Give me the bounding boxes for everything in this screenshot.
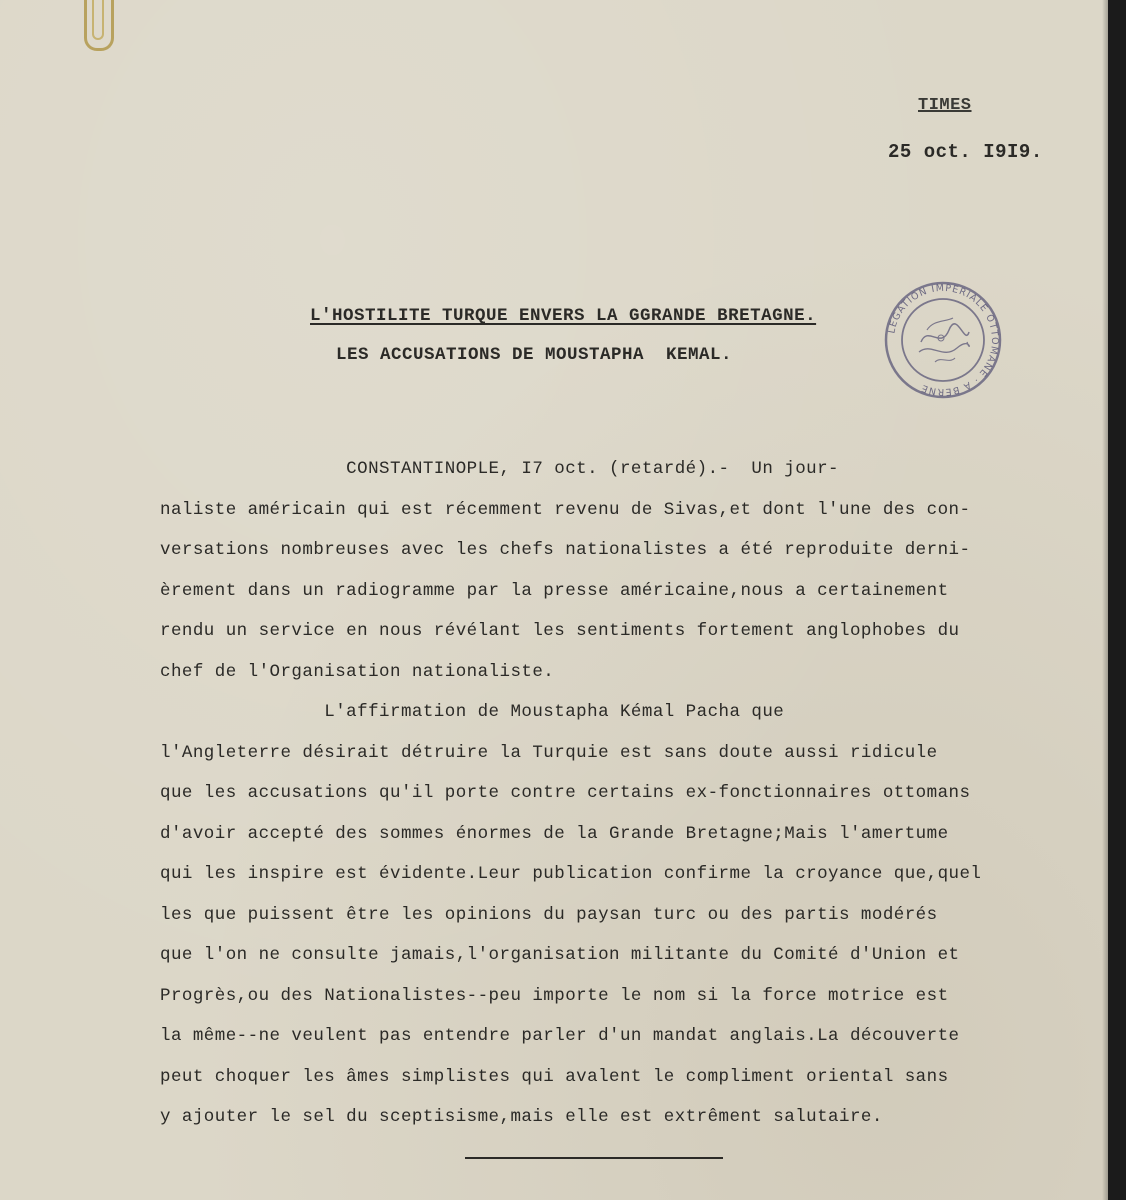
paper-clip: [84, 0, 114, 51]
text-line: peut choquer les âmes simplistes qui avalent le compliment oriental sans: [160, 1066, 949, 1087]
article-subtitle: LES ACCUSATIONS DE MOUSTAPHA KEMAL.: [336, 345, 733, 365]
text-line: que les accusations qu'il porte contre certains ex-fonctionnaires ottomans: [160, 783, 971, 803]
text-line: y ajouter le sel du sceptisisme,mais elle est extrêment salutaire.: [160, 1107, 883, 1127]
text-line: que l'on ne consulte jamais,l'organisation militante du Comité d'Union et: [160, 945, 960, 965]
text-line: L'affirmation de Moustapha Kémal Pacha que: [160, 702, 785, 722]
paragraph-1: [160, 454, 1072, 697]
closing-rule: [465, 1157, 723, 1159]
text-line: Progrès,ou des Nationalistes--peu importe le nom si la force motrice est: [160, 985, 949, 1006]
text-line: chef de l'Organisation nationaliste.: [160, 661, 555, 682]
article-title: L'HOSTILITE TURQUE ENVERS LA GGRANDE BRETAGNE.: [310, 306, 817, 326]
text-line: rendu un service en nous révélant les sentiments fortement anglophobes du: [160, 621, 960, 641]
legation-stamp-icon: [883, 280, 1003, 400]
paragraph-2: [160, 697, 1072, 1143]
text-line: les que puissent être les opinions du paysan turc ou des partis modérés: [160, 904, 938, 925]
text-line: CONSTANTINOPLE, I7 oct. (retardé).- Un jour-: [160, 459, 840, 479]
text-line: naliste américain qui est récemment revenu de Sivas,et dont l'une des con-: [160, 499, 971, 520]
stamp-text: LEGATION IMPERIALE OTTOMANE · A BERNE: [886, 282, 1001, 398]
document-date: 25 oct. I9I9.: [888, 141, 1043, 163]
text-line: l'Angleterre désirait détruire la Turquie est sans doute aussi ridicule: [160, 742, 938, 763]
text-line: d'avoir accepté des sommes énormes de la Grande Bretagne;Mais l'amertume: [160, 823, 949, 844]
text-line: versations nombreuses avec les chefs nationalistes a été reproduite derni-: [160, 540, 971, 560]
text-line: la même--ne veulent pas entendre parler d'un mandat anglais.La découverte: [160, 1026, 960, 1046]
text-line: èrement dans un radiogramme par la presse américaine,nous a certainement: [160, 580, 949, 601]
newspaper-source: TIMES: [918, 96, 972, 115]
text-line: qui les inspire est évidente.Leur publication confirme la croyance que,quel: [160, 864, 982, 884]
